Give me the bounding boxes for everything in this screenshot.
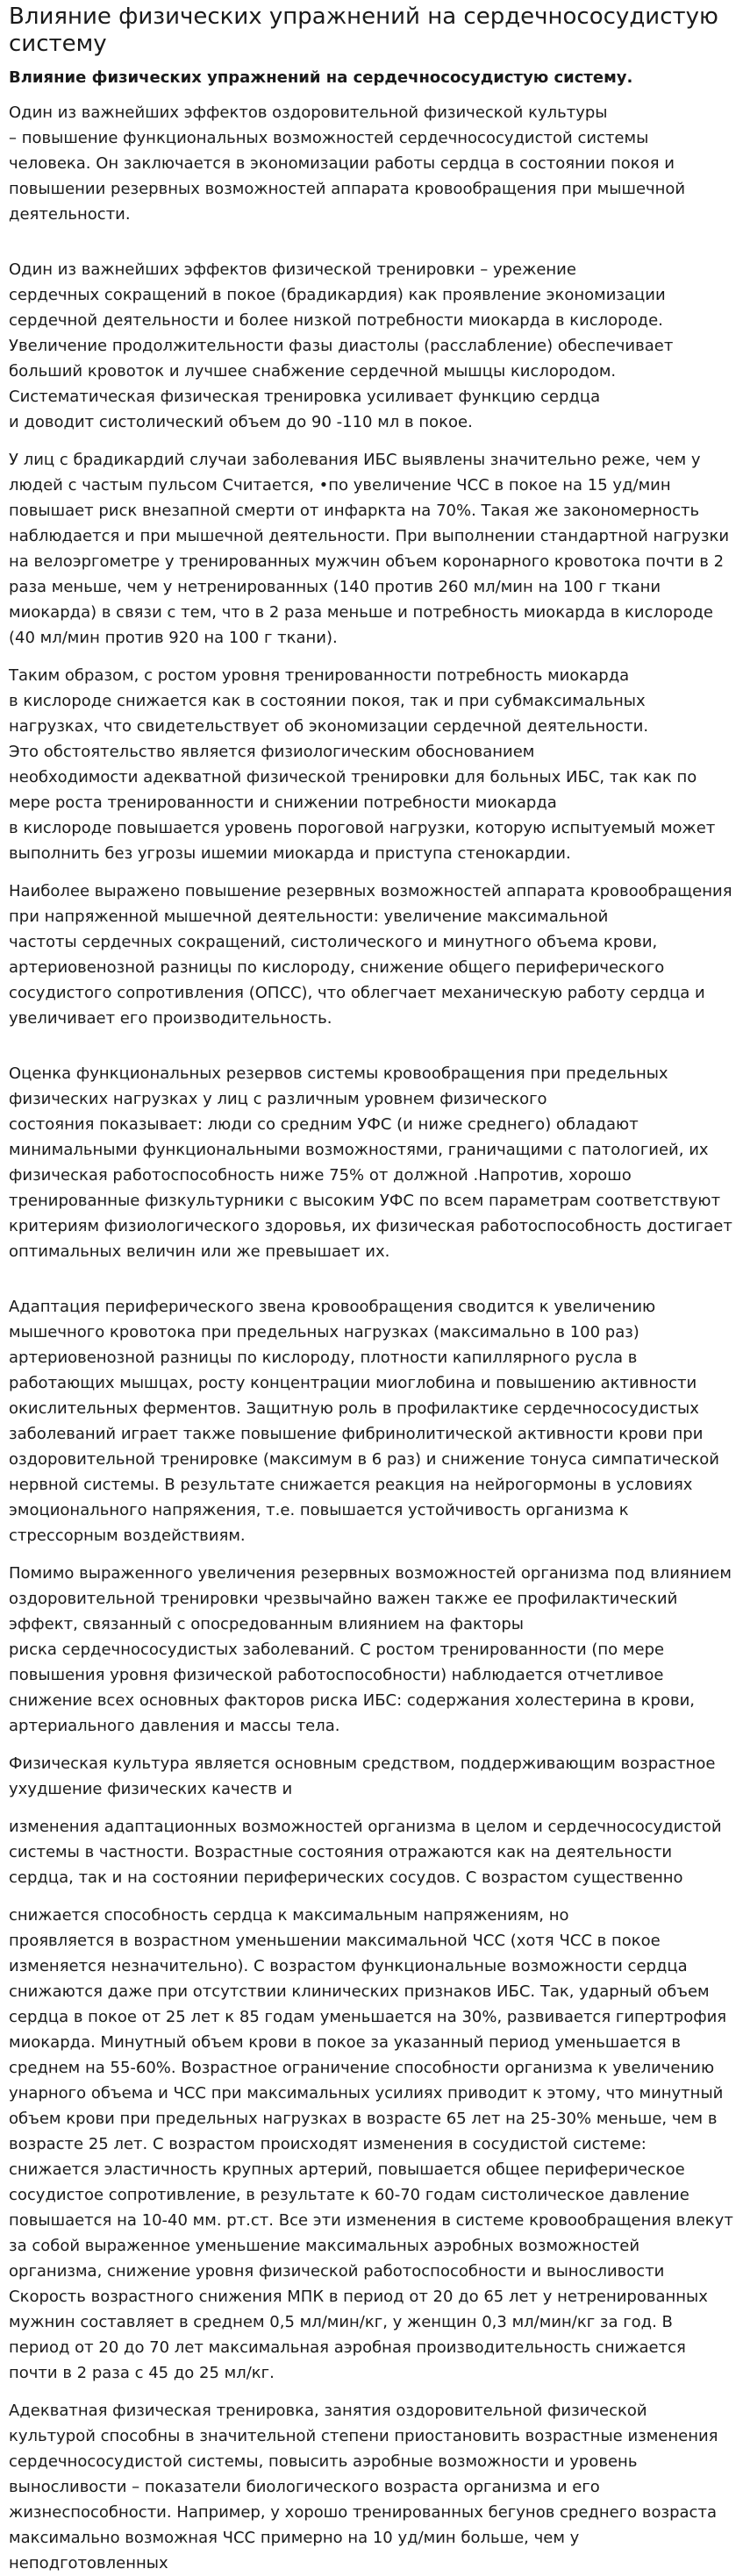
paragraph-7: Адаптация периферического звена кровообращения сводится к увеличению мышечного кровотока при предельных нагрузках (максимально в 100 раз) артериовенозной разницы по кислороду, плотности капиллярного русла в работающих мышцах, росту концентрации миоглобина и повышению активности окислительных ферментов. Защитную роль в профилактике сердечнососудистых заболеваний играет также повышение фибринолитической активности крови при оздоровительной тренировке (максимум в 6 раз) и снижение тонуса симпатической нервной системы. В результате снижается реакция на нейрогормоны в условиях эмоционального напряжения, т.е. повышается устойчивость организма к стрессорным воздействиям. xyxy=(9,1298,719,1545)
paragraph-12: Адекватная физическая тренировка, занятия оздоровительной физической культурой способны в значительной степени приостановить возрастные изменения сердечнососудистой системы, повысить аэробные возможности и уровень выносливости – показатели биологического возраста организма и его жизнеспособности. Например, у хорошо тренированных бегунов среднего возраста максимально возможная ЧСС примерно на 10 уд/мин больше, чем у неподготовленных xyxy=(9,2402,718,2572)
paragraph-11: снижается способность сердца к максимальным напряжениям, но проявляется в возрастном уменьшении максимальной ЧСС (хотя ЧСС в покое изменяется незначительно). С возрастом функциональные возможности сердца снижаются даже при отсутствии клинических признаков ИБС. Так, ударный объем сердца в покое от 25 лет к 85 годам уменьшается на 30%, развивается гипертрофия миокарда. Минутный объем крови в покое за указанный период уменьшается в среднем на 55-60%. Возрастное ограничение способности организма к увеличению унарного объема и ЧСС при максимальных усилиях приводит к этому, что минутный объем крови при предельных нагрузках в возрасте 65 лет на 25-30% меньше, чем в возрасте 25 лет. С возрастом происходят изменения в сосудистой системе: снижается эластичность крупных артерий, повышается общее периферическое сосудистое сопротивление, в результате к 60-70 годам систолическое давление повышается на 10-40 мм. рт.ст. Все эти изменения в системе кровообращения влекут за собой выраженное уменьшение максимальных аэробных возможностей организма, снижение уровня физической работоспособности и выносливости Скорость возрастного снижения МПК в период от 20 до 65 лет у нетренированных мужнин составляет в среднем 0,5 мл/мин/кг, у женщин 0,3 мл/мин/кг за год. В период от 20 до 70 лет максимальная аэробная производительность снижается почти в 2 раза с 45 до 25 мл/кг. xyxy=(9,1906,733,2382)
paragraph-3: У лиц с брадикардий случаи заболевания ИБС выявлены значительно реже, чем у людей с частым пульсом Считается, •по увеличение ЧСС в покое на 15 уд/мин повышает риск внезапной смерти от инфаркта на 70%. Такая же закономерность наблюдается и при мышечной деятельности. При выполнении стандартной нагрузки на велоэргометре у тренированных мужчин объем коронарного кровотока почти в 2 раза меньше, чем у нетренированных (140 против 260 мл/мин на 100 г ткани миокарда) в связи с тем, что в 2 раза меньше и потребность миокарда в кислороде (40 мл/мин против 920 на 100 г ткани). xyxy=(9,451,730,647)
paragraph-10: изменения адаптационных возможностей организма в целом и сердечнососудистой системы в частности. Возрастные состояния отражаются как на деятельности сердца, так и на состоянии периферических сосудов. С возрастом существенно xyxy=(9,1818,722,1887)
paragraph-6: Оценка функциональных резервов системы кровообращения при предельных физических нагрузках у лиц с различным уровнем физического состояния показывает: люди со средним УФС (и ниже среднего) обладают минимальными функциональными возможностями, граничащими с патологией, их физическая работоспособность ниже 75% от должной .Напротив, хорошо тренированные физкультурники с высоким УФС по всем параметрам соответствуют критериям физиологического здоровья, их физическая работоспособность достигает оптимальных величин или же превышает их. xyxy=(9,1064,732,1261)
article-subtitle: Влияние физических упражнений на сердечнососудистую систему. xyxy=(9,68,633,87)
paragraph-8: Помимо выраженного увеличения резервных возможностей организма под влиянием оздоровительной тренировки чрезвычайно важен также ее профилактический эффект, связанный с опосредованным влиянием на факторы риска сердечнососудистых заболеваний. С ростом тренированности (по мере повышения уровня физической работоспособности) наблюдается отчетливое снижение всех основных факторов риска ИБС: содержания холестерина в крови, артериального давления и массы тела. xyxy=(9,1564,732,1735)
paragraph-9: Физическая культура является основным средством, поддерживающим возрастное ухудшение физических качеств и xyxy=(9,1754,716,1798)
paragraph-1: Один из важнейших эффектов оздоровительной физической культуры – повышение функциональных возможностей сердечнососудистой системы человека. Он заключается в экономизации работы сердца в состоянии покоя и повышении резервных возможностей аппарата кровообращения при мышечной деятельности. xyxy=(9,103,686,224)
page-title: Влияние физических упражнений на сердечнососудистую систему xyxy=(9,4,718,57)
paragraph-4: Таким образом, с ростом уровня тренированности потребность миокарда в кислороде снижается как в состоянии покоя, так и при субмаксимальных нагрузках, что свидетельствует об экономизации сердечной деятельности. Это обстоятельство является физиологическим обоснованием необходимости адекватной физической тренировки для больных ИБС, так как по мере роста тренированности и снижении потребности миокарда в кислороде повышается уровень пороговой нагрузки, которую испытуемый может выполнить без угрозы ишемии миокарда и приступа стенокардии. xyxy=(9,666,716,863)
paragraph-2: Один из важнейших эффектов физической тренировки – урежение сердечных сокращений в покое (брадикардия) как проявление экономизации сердечной деятельности и более низкой потребности миокарда в кислороде. Увеличение продолжительности фазы диастолы (расслабление) обеспечивает больший кровоток и лучшее снабжение сердечной мышцы кислородом. Систематическая физическая тренировка усиливает функцию сердца и доводит систолический объем до 90 -110 мл в покое. xyxy=(9,260,674,431)
paragraph-5: Наиболее выражено повышение резервных возможностей аппарата кровообращения при напряженной мышечной деятельности: увеличение максимальной частоты сердечных сокращений, систолического и минутного объема крови, артериовенозной разницы по кислороду, снижение общего периферического сосудистого сопротивления (ОПСС), что облегчает механическую работу сердца и увеличивает его производительность. xyxy=(9,882,732,1028)
